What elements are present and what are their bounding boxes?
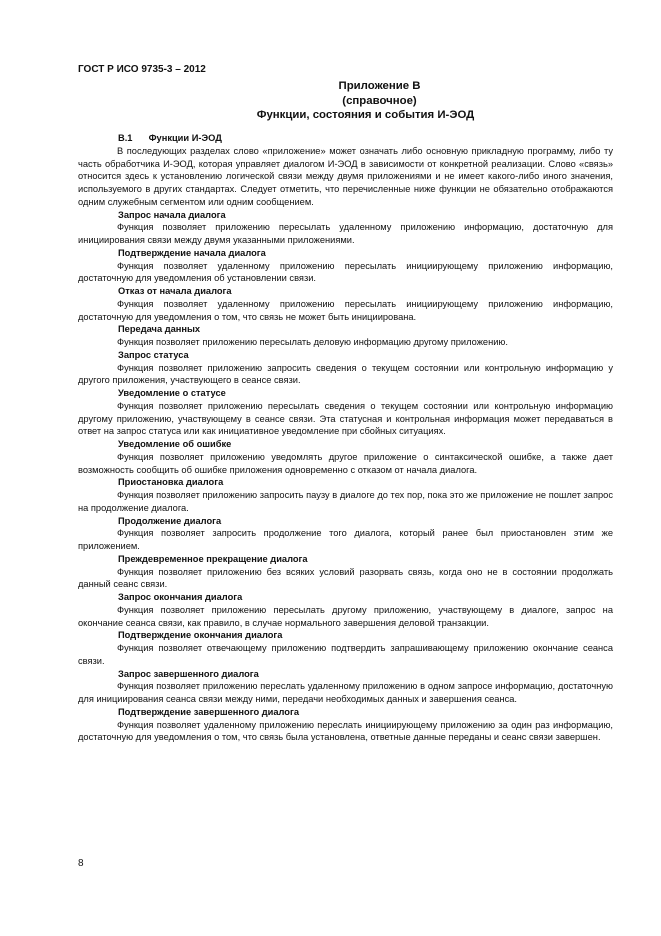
function-heading: Отказ от начала диалога [118,286,232,296]
function-heading: Подтверждение завершенного диалога [118,706,300,717]
annex-title: Приложение В [338,80,421,92]
function-description: Функция позволяет приложению без всяких условий разорвать связь, когда оно не в состоянии продолжать данный сеанс связи. [78,566,613,590]
page-number: 8 [78,858,84,869]
function-heading: Запрос окончания диалога [118,592,243,602]
function-description: Функция позволяет приложению запросить сведения о текущем состоянии или контрольную информацию у другого приложения, участвующего в сеансе связи. [78,362,613,386]
function-description: Функция позволяет приложению пересылать деловую информацию другому приложению. [117,337,508,347]
function-description: Функция позволяет приложению переслать удаленному приложению в одном запросе информацию, достаточную для инициирования сеанса связи между ними, передачи необходимых данных и завершения сеанса. [78,681,613,704]
function-heading: Подтверждение окончания диалога [118,630,283,641]
intro-paragraph: В последующих разделах слово «приложение» может означать либо основную прикладную программу, либо ту часть обработчика И-ЭОД, которая управляет диалогом И-ЭОД в зависимости от конкретной реализации. Слово «связь» относится здесь к установлению логической связи между двумя приложениями и не имеет какого-либо иного значения, используемого в других стандартах. Следует отметить, что перечисленные ниже функции не обязательно отображаются одним служебным сегментом или одним сообщением. [78,145,613,207]
standard-code: ГОСТ Р ИСО 9735-3 – 2012 [78,64,206,75]
section-number: В.1 [118,133,133,143]
function-description: Функция позволяет отвечающему приложению подтвердить запрашивающему приложению окончание сеанса связи. [78,643,613,666]
function-heading: Приостановка диалога [118,477,224,488]
section-title [78,132,613,145]
annex-heading-block [78,79,613,123]
function-heading: Передача данных [118,324,201,335]
function-description: Функция позволяет удаленному приложению пересылать инициирующему приложению информацию, достаточную для уведомления о том, что связь не может быть инициирована. [78,298,613,322]
function-heading: Продолжение диалога [118,515,222,526]
function-description: Функция позволяет удаленному приложению переслать инициирующему приложению за один раз информацию, достаточную для уведомления о том, что связь была установлена, ответные данные переданы и сеанс связи завершен. [78,719,613,743]
annex-subtitle: (справочное) [342,94,417,107]
function-heading: Уведомление о статусе [118,388,226,398]
function-description: Функция позволяет запросить продолжение того диалога, который ранее был приостановлен этим же приложением. [78,528,613,551]
annex-heading: Функции, состояния и события И-ЭОД [256,109,475,121]
function-heading: Запрос статуса [118,349,189,360]
function-heading: Запрос начала диалога [118,209,226,220]
function-description: Функция позволяет приложению пересылать сведения о текущем состоянии или контрольную информацию другому приложению, участвующему в сеансе связи. Эта статусная и контрольная информация может передаваться в ответ на запрос статуса или как инициативное уведомление при сбойных ситуациях. [78,400,613,437]
function-description: Функция позволяет удаленному приложению пересылать инициирующему приложению информацию, достаточную для уведомления об установлении связи. [78,260,613,284]
function-heading: Преждевременное прекращение диалога [118,553,308,564]
function-description: Функция позволяет приложению пересылать другому приложению, участвующему в диалоге, запрос на окончание сеанса связи, как правило, в случае нормального завершения деловой транзакции. [78,604,613,628]
function-description: Функция позволяет приложению уведомлять другое приложение о синтаксической ошибке, а также дает возможность сообщить об ошибке приложения одновременно с отказом от начала диалога. [78,451,613,475]
section-title-text: Функции И-ЭОД [148,133,222,143]
function-description: Функция позволяет приложению запросить паузу в диалоге до тех пор, пока это же приложение не пошлет запрос на продолжение диалога. [78,490,613,513]
function-description: Функция позволяет приложению пересылать удаленному приложению информацию, достаточную для инициирования связи между двумя указанными приложениями. [78,222,613,245]
document-body [78,132,613,744]
function-heading: Запрос завершенного диалога [118,668,259,679]
function-heading: Подтверждение начала диалога [118,247,266,258]
function-heading: Уведомление об ошибке [118,439,232,449]
